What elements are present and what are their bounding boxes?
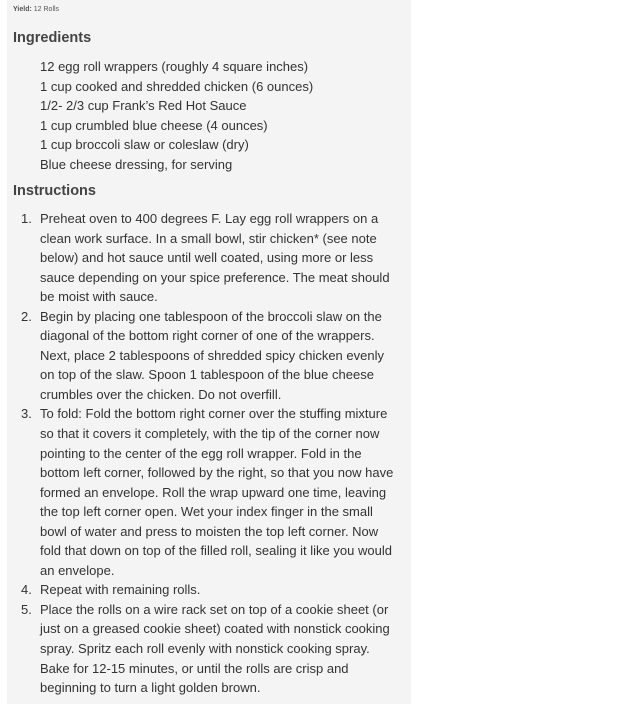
step-text: Place the rolls on a wire rack set on top of a cookie sheet (or just on a greased cookie sheet) coated with nonstick cooking spray. Spritz each roll evenly with nonstick cooking spray. Bake for 12-15 minutes, or until the rolls are crisp and beginning to turn a light golden brown. [40, 601, 390, 696]
step-text: Repeat with remaining rolls. [40, 582, 201, 598]
ingredients-heading: Ingredients [13, 30, 92, 46]
step-number: 2. [21, 308, 32, 324]
instruction-step [7, 307, 400, 405]
step-text: To fold: Fold the bottom right corner over the stuffing mixture so that it covers it completely, with the tip of the corner now pointing to the center of the egg roll wrapper. Fold in the bottom left corner, followed by the right, so that you now have formed an envelope. Roll the wrap upward one time, leaving the top left corner open. Wet your index finger in the small bowl of water and press to moisten the top left corner. Now fold that down on top of the filled roll, sealing it like you would an envelope. [40, 406, 394, 578]
instruction-step [7, 580, 400, 600]
step-number: 3. [21, 406, 32, 422]
instruction-step [7, 600, 400, 698]
yield-value: 12 Rolls [33, 6, 60, 13]
instructions-list [7, 209, 411, 698]
ingredient-item: 12 egg roll wrappers (roughly 4 square inches) [40, 59, 309, 74]
step-number: 5. [21, 601, 32, 617]
step-number: 4. [21, 582, 32, 598]
instructions-heading: Instructions [13, 183, 96, 199]
step-text: Begin by placing one tablespoon of the broccoli slaw on the diagonal of the bottom right corner of one of the wrappers. Next, place 2 tablespoons of shredded spicy chicken evenly on top of the slaw. Spoon 1 tablespoon of the blue cheese crumbles over the chicken. Do not overfill. [40, 308, 384, 402]
recipe-yield [13, 6, 59, 13]
recipe-card [7, 0, 411, 704]
yield-label: Yield: [13, 6, 32, 13]
ingredient-item: Blue cheese dressing, for serving [40, 156, 233, 172]
ingredient-item: 1 cup broccoli slaw or coleslaw (dry) [40, 137, 249, 153]
instruction-step [7, 209, 400, 307]
step-text: Preheat oven to 400 degrees F. Lay egg roll wrappers on a clean work surface. In a small bowl, stir chicken* (see note below) and hot sauce until well coated, using more or less sauce depending on your spice preference. The meat should be moist with sauce. [40, 211, 390, 305]
step-number: 1. [21, 211, 32, 226]
ingredient-item: 1 cup crumbled blue cheese (4 ounces) [40, 117, 268, 133]
ingredient-item: 1/2- 2/3 cup Frank’s Red Hot Sauce [40, 98, 247, 114]
ingredients-list [40, 57, 313, 175]
instruction-step [7, 404, 400, 580]
ingredient-item: 1 cup cooked and shredded chicken (6 ounces) [40, 78, 314, 94]
